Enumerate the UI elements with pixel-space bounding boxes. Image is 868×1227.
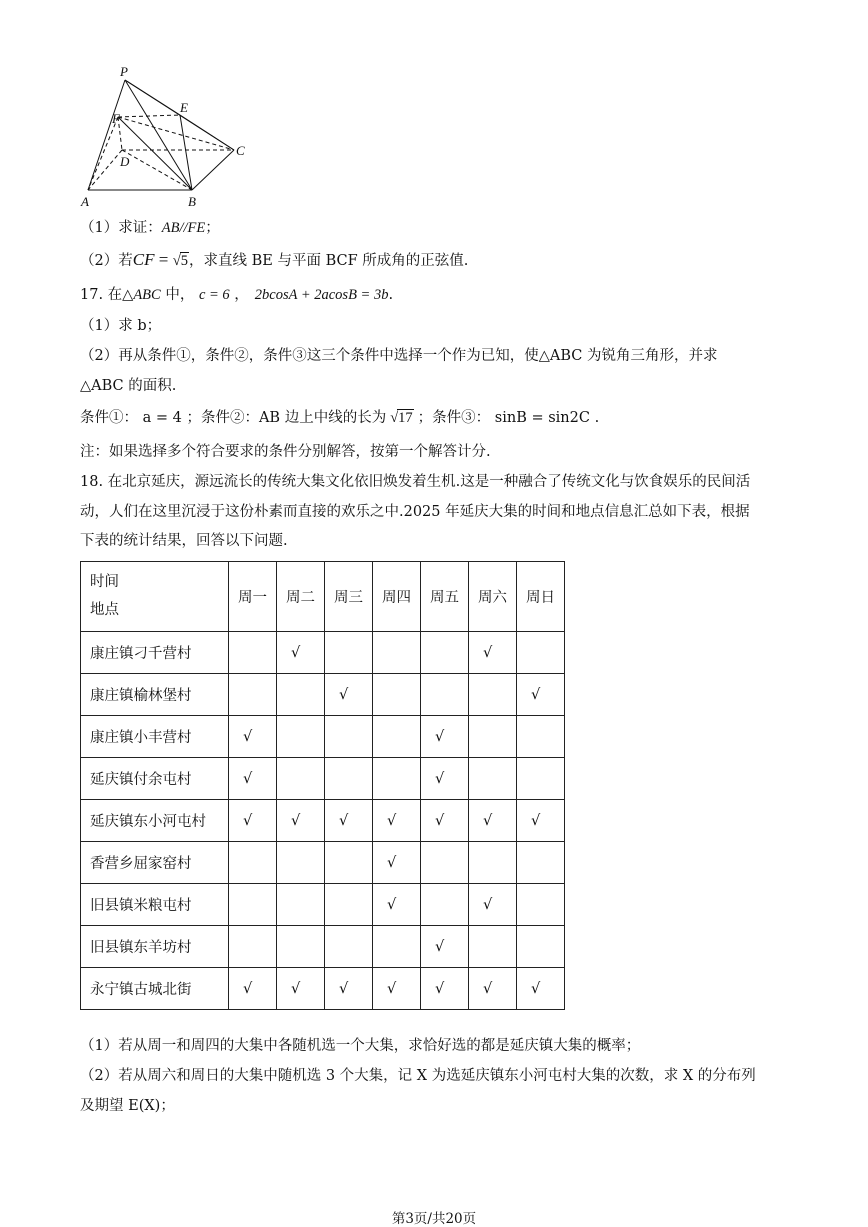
schedule-cell: √ (325, 674, 373, 716)
row-place: 康庄镇小丰营村 (81, 716, 229, 758)
schedule-cell (325, 842, 373, 884)
label-c: C (236, 143, 245, 158)
schedule-cell: √ (421, 968, 469, 1010)
schedule-cell (229, 884, 277, 926)
schedule-cell (277, 842, 325, 884)
q18-part2-line2: 及期望 E(X)； (80, 1098, 175, 1114)
table-header-row (81, 562, 565, 632)
q16-part2: （2）若CF = √5，求直线 BE 与平面 BCF 所成角的正弦值. (80, 250, 469, 269)
schedule-cell (373, 716, 421, 758)
schedule-cell: √ (469, 968, 517, 1010)
header-day: 周一 (229, 562, 277, 632)
schedule-cell: √ (229, 800, 277, 842)
q17-part2-line1: （2）再从条件①，条件②，条件③这三个条件中选择一个作为已知，使△ABC 为锐角三角形，并求 (80, 348, 718, 364)
q18-line2: 动，人们在这里沉浸于这份朴素而直接的欢乐之中.2025 年延庆大集的时间和地点信息汇总如下表，根据 (80, 504, 750, 520)
geometry-figure (76, 60, 256, 210)
row-place: 康庄镇刁千营村 (81, 632, 229, 674)
table-row (81, 800, 565, 842)
corner-place-label: 地点 (90, 602, 119, 618)
row-place: 延庆镇东小河屯村 (81, 800, 229, 842)
label-d: D (120, 154, 130, 169)
header-day: 周三 (325, 562, 373, 632)
label-e: E (180, 100, 188, 115)
schedule-cell: √ (277, 632, 325, 674)
q17-part2-line2: △ABC 的面积. (80, 378, 177, 394)
header-day: 周四 (373, 562, 421, 632)
schedule-cell (325, 758, 373, 800)
q17-conditions: 条件①： a = 4 ；条件②：AB 边上中线的长为 √17 ；条件③： sinB = sin2C . (80, 410, 600, 426)
header-day: 周二 (277, 562, 325, 632)
q16-part1: （1）求证：AB//FE； (80, 220, 220, 236)
schedule-cell: √ (517, 674, 565, 716)
header-day: 周六 (469, 562, 517, 632)
header-day: 周日 (517, 562, 565, 632)
schedule-cell: √ (421, 758, 469, 800)
schedule-cell (229, 842, 277, 884)
schedule-cell (325, 926, 373, 968)
schedule-cell (517, 716, 565, 758)
schedule-cell (373, 632, 421, 674)
table-row (81, 632, 565, 674)
schedule-cell: √ (469, 632, 517, 674)
schedule-cell (229, 674, 277, 716)
label-a: A (81, 194, 89, 209)
label-f: F (112, 111, 120, 126)
label-p: P (120, 64, 128, 79)
schedule-cell (325, 884, 373, 926)
schedule-cell (517, 758, 565, 800)
label-b: B (188, 194, 196, 209)
schedule-cell (469, 758, 517, 800)
schedule-cell: √ (421, 800, 469, 842)
row-place: 永宁镇古城北街 (81, 968, 229, 1010)
q18-line3: 下表的统计结果，回答以下问题. (80, 533, 288, 549)
schedule-cell: √ (469, 800, 517, 842)
schedule-cell (469, 716, 517, 758)
header-day: 周五 (421, 562, 469, 632)
schedule-cell: √ (229, 758, 277, 800)
table-row (81, 758, 565, 800)
row-place: 香营乡屈家窑村 (81, 842, 229, 884)
schedule-cell: √ (325, 968, 373, 1010)
schedule-cell (517, 926, 565, 968)
q18-part1: （1）若从周一和周四的大集中各随机选一个大集，求恰好选的都是延庆镇大集的概率； (80, 1038, 641, 1054)
schedule-cell (277, 884, 325, 926)
schedule-cell (277, 674, 325, 716)
schedule-cell: √ (517, 800, 565, 842)
market-schedule-table (80, 561, 565, 1010)
schedule-cell: √ (277, 968, 325, 1010)
row-place: 延庆镇付余屯村 (81, 758, 229, 800)
q17-note: 注：如果选择多个符合要求的条件分别解答，按第一个解答计分. (80, 444, 491, 460)
table-row (81, 842, 565, 884)
schedule-cell (229, 926, 277, 968)
table-corner-cell (81, 562, 229, 632)
schedule-cell: √ (373, 968, 421, 1010)
schedule-cell (517, 632, 565, 674)
schedule-cell: √ (421, 926, 469, 968)
table-row (81, 968, 565, 1010)
schedule-cell (277, 716, 325, 758)
q18-part2-line1: （2）若从周六和周日的大集中随机选 3 个大集，记 X 为选延庆镇东小河屯村大集的次数，求 X 的分布列 (80, 1068, 756, 1084)
schedule-cell: √ (229, 968, 277, 1010)
schedule-cell (373, 674, 421, 716)
q17-stem: 17. 在△ABC 中， c = 6 ， 2bcosA + 2acosB = 3b. (80, 287, 394, 303)
schedule-cell (421, 674, 469, 716)
schedule-cell: √ (373, 884, 421, 926)
schedule-cell (469, 926, 517, 968)
table-row (81, 674, 565, 716)
schedule-cell (517, 842, 565, 884)
schedule-cell: √ (277, 800, 325, 842)
schedule-cell (229, 632, 277, 674)
schedule-cell (277, 926, 325, 968)
row-place: 康庄镇榆林堡村 (81, 674, 229, 716)
table-row (81, 884, 565, 926)
schedule-cell (325, 632, 373, 674)
q17-part1: （1）求 b； (80, 318, 162, 334)
schedule-cell (469, 842, 517, 884)
schedule-cell (517, 884, 565, 926)
row-place: 旧县镇米粮屯村 (81, 884, 229, 926)
schedule-cell (421, 884, 469, 926)
table-body (81, 632, 565, 1010)
schedule-cell (421, 842, 469, 884)
schedule-cell: √ (325, 800, 373, 842)
row-place: 旧县镇东羊坊村 (81, 926, 229, 968)
schedule-cell (373, 758, 421, 800)
schedule-cell: √ (373, 842, 421, 884)
q18-line1: 18. 在北京延庆，源远流长的传统大集文化依旧焕发着生机.这是一种融合了传统文化与饮食娱乐的民间活 (80, 474, 751, 490)
schedule-cell (421, 632, 469, 674)
schedule-cell: √ (373, 800, 421, 842)
schedule-cell (373, 926, 421, 968)
schedule-cell (277, 758, 325, 800)
corner-time-label: 时间 (90, 574, 119, 590)
schedule-cell: √ (229, 716, 277, 758)
table-row (81, 716, 565, 758)
table-row (81, 926, 565, 968)
schedule-cell: √ (421, 716, 469, 758)
schedule-cell (325, 716, 373, 758)
schedule-cell: √ (469, 884, 517, 926)
schedule-cell: √ (517, 968, 565, 1010)
schedule-cell (469, 674, 517, 716)
page-footer: 第3页/共20页 (391, 1211, 477, 1227)
